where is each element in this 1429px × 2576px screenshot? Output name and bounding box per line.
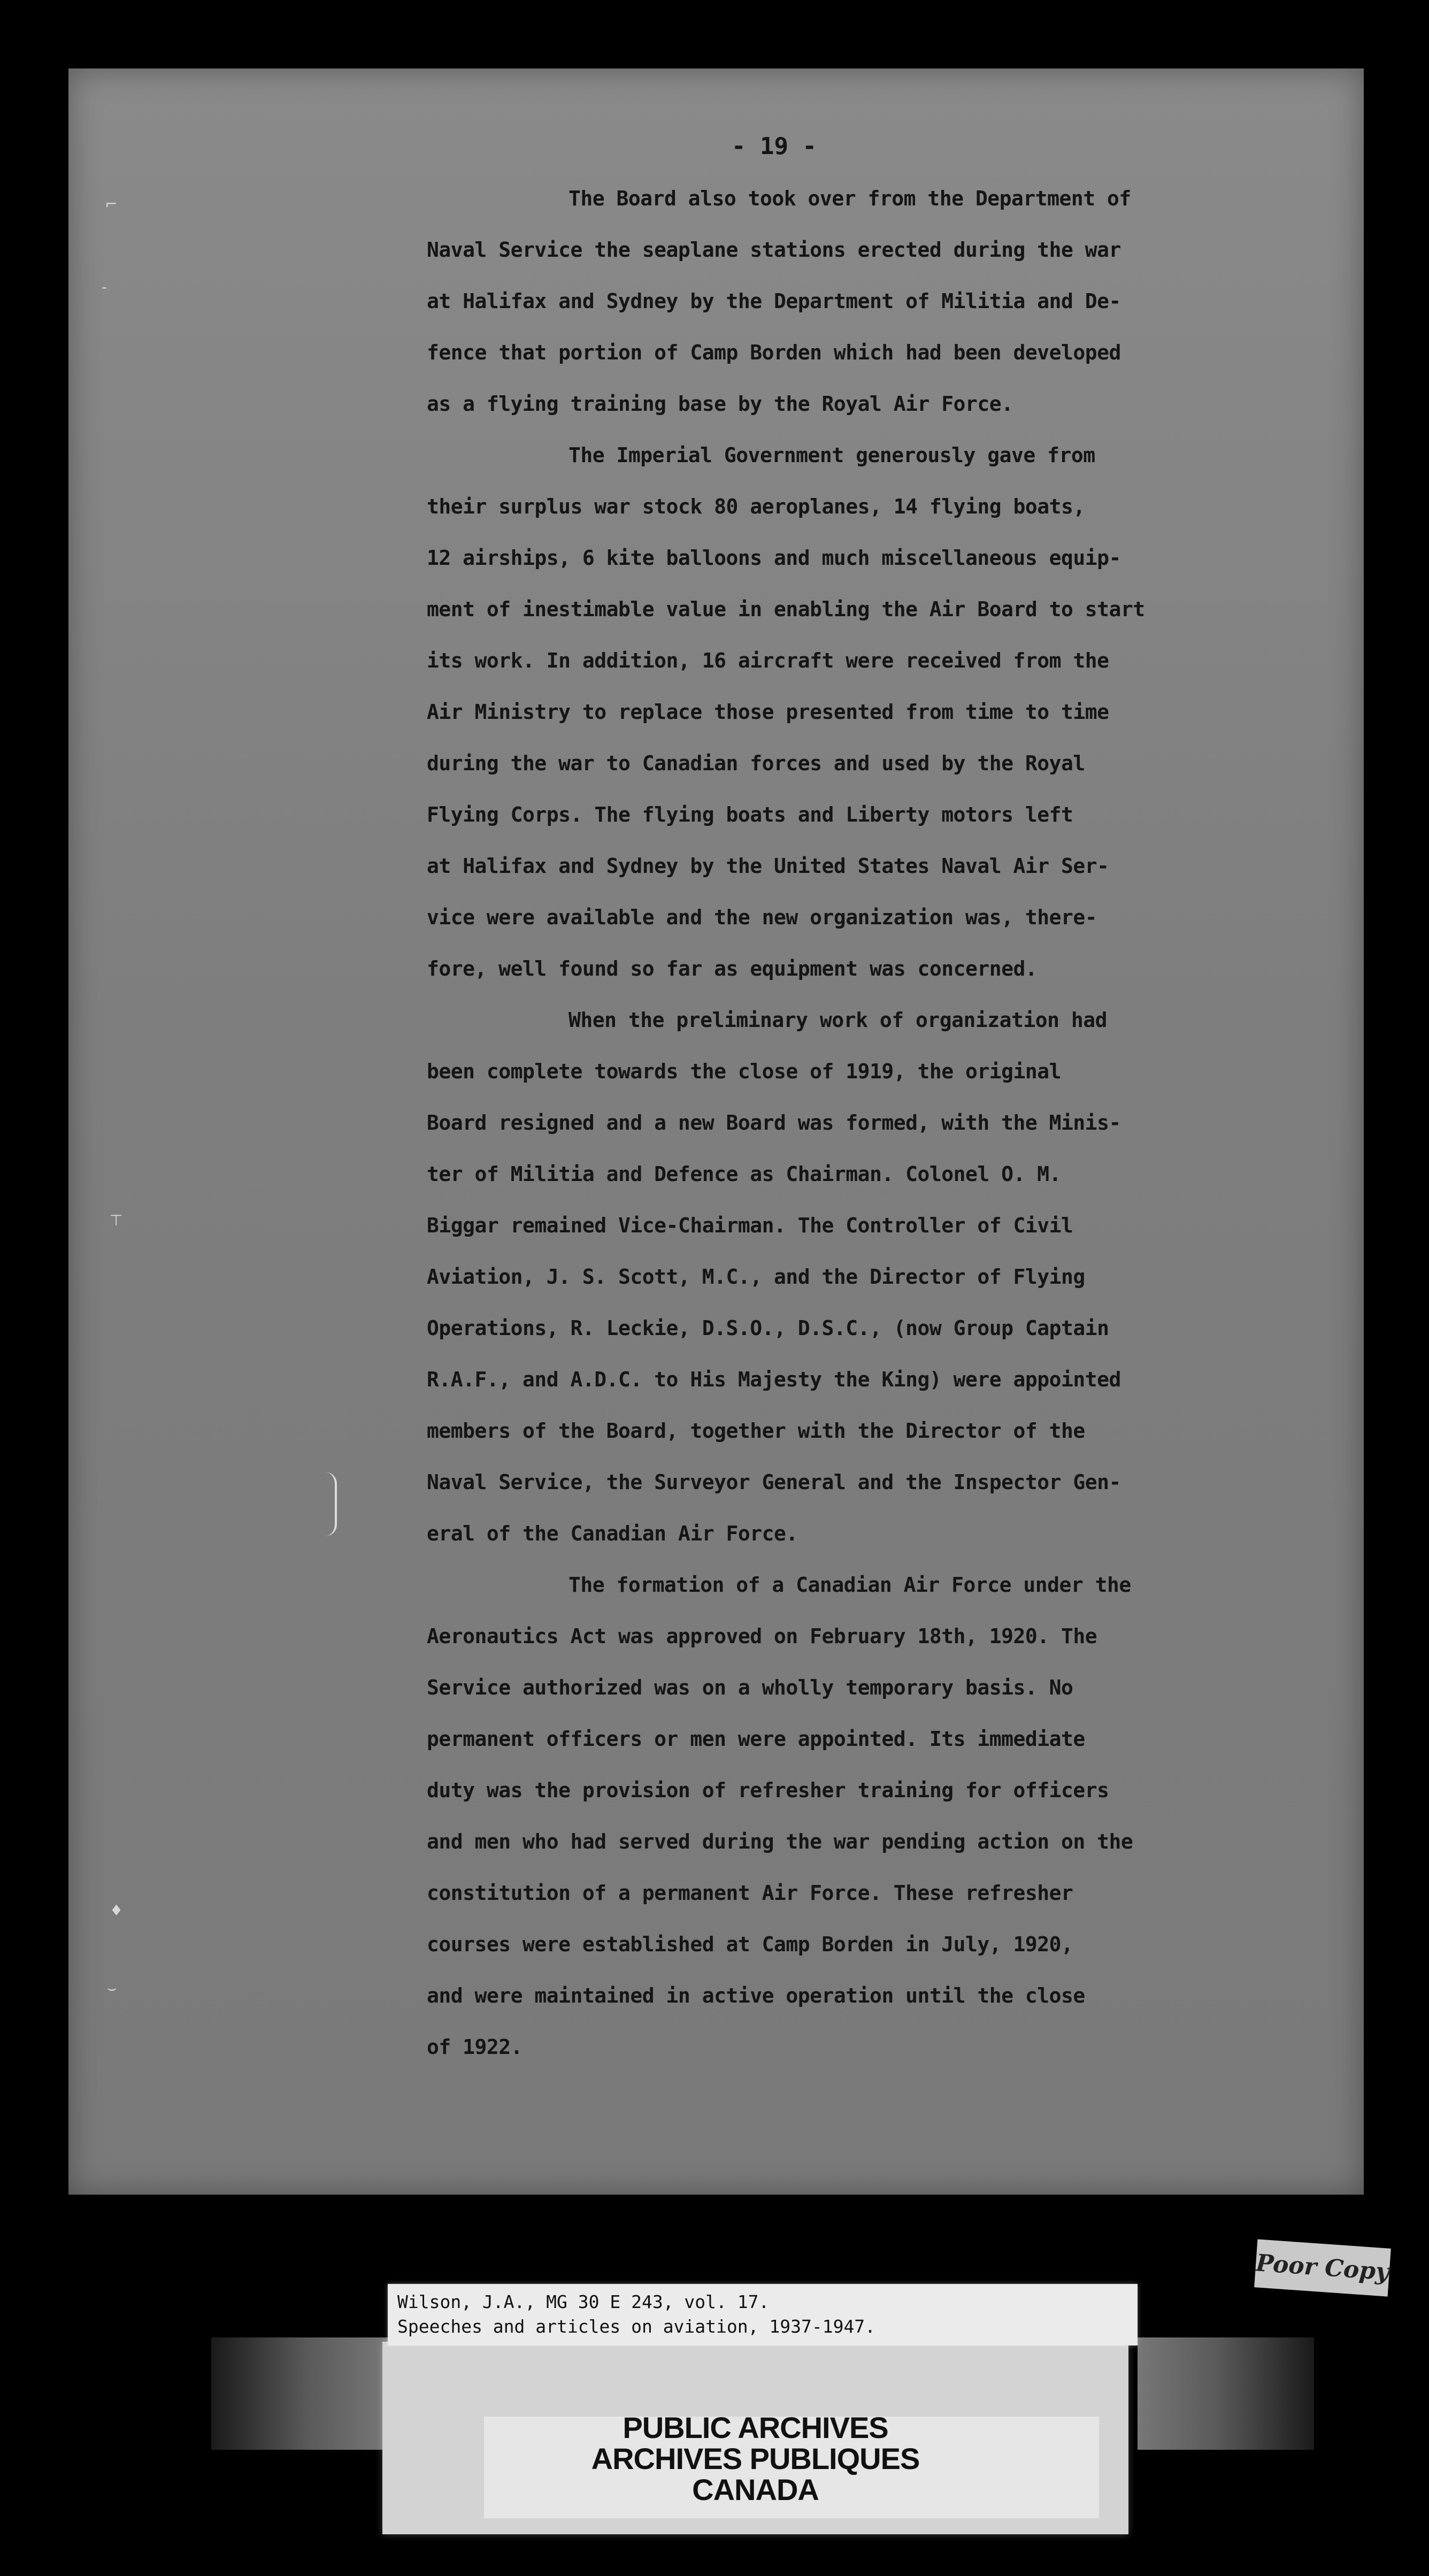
text-line: at Halifax and Sydney by the United States Naval Air Ser- <box>427 854 1109 878</box>
text-line: fence that portion of Camp Borden which had been developed <box>427 341 1121 364</box>
text-line: Naval Service, the Surveyor General and the Inspector Gen- <box>427 1470 1121 1494</box>
text-line: Aviation, J. S. Scott, M.C., and the Director of Flying <box>427 1265 1085 1289</box>
text-line: eral of the Canadian Air Force. <box>427 1522 798 1545</box>
stamp-line-2: ARCHIVES PUBLIQUES <box>591 2442 920 2475</box>
text-line: and were maintained in active operation until the close <box>427 1984 1085 2007</box>
text-line: The formation of a Canadian Air Force under the <box>568 1573 1131 1597</box>
text-line: constitution of a permanent Air Force. These refresher <box>427 1881 1073 1905</box>
margin-mark: ♦ <box>110 1902 124 1919</box>
reference-line-1: Wilson, J.A., MG 30 E 243, vol. 17. <box>397 2291 770 2312</box>
text-line: Biggar remained Vice-Chairman. The Controller of Civil <box>427 1214 1073 1237</box>
text-line: 12 airships, 6 kite balloons and much miscellaneous equip- <box>427 546 1121 570</box>
text-line: ter of Militia and Defence as Chairman. Colonel O. M. <box>427 1162 1062 1186</box>
text-line: their surplus war stock 80 aeroplanes, 14 flying boats, <box>427 495 1085 518</box>
margin-bracket <box>325 1472 337 1536</box>
margin-mark: - <box>102 278 107 296</box>
text-line: Operations, R. Leckie, D.S.O., D.S.C., (now Group Captain <box>427 1316 1109 1340</box>
text-line: Service authorized was on a wholly temporary basis. No <box>427 1676 1073 1699</box>
text-line: and men who had served during the war pending action on the <box>427 1830 1133 1853</box>
text-line: members of the Board, together with the Director of the <box>427 1419 1085 1443</box>
text-line: of 1922. <box>427 2035 523 2059</box>
text-line: as a flying training base by the Royal Air Force. <box>427 392 1013 416</box>
handwritten-note: Poor Copy <box>1254 2239 1391 2296</box>
stamp-line-1: PUBLIC ARCHIVES <box>623 2411 888 2444</box>
text-line: at Halifax and Sydney by the Department of Militia and De- <box>427 289 1121 313</box>
text-line: Aeronautics Act was approved on February 18th, 1920. The <box>427 1624 1097 1648</box>
text-line: R.A.F., and A.D.C. to His Majesty the King) were appointed <box>427 1368 1121 1391</box>
film-tab-left <box>211 2337 388 2450</box>
text-line: during the war to Canadian forces and used by the Royal <box>427 752 1085 775</box>
text-line: Flying Corps. The flying boats and Liberty motors left <box>427 803 1073 826</box>
margin-mark: ⊤ <box>110 1212 123 1229</box>
text-line: The Board also took over from the Department of <box>568 187 1131 210</box>
margin-mark: ⌣ <box>107 1979 117 1997</box>
text-line: Air Ministry to replace those presented from time to time <box>427 700 1109 724</box>
text-line: fore, well found so far as equipment was concerned. <box>427 957 1038 980</box>
text-line: The Imperial Government generously gave from <box>568 443 1095 467</box>
text-line: vice were available and the new organization was, there- <box>427 906 1097 929</box>
text-line: permanent officers or men were appointed. Its immediate <box>427 1727 1085 1751</box>
margin-mark: ⌐ <box>105 195 118 213</box>
page-number: - 19 - <box>732 133 817 160</box>
stamp-line-3: CANADA <box>692 2473 819 2506</box>
archive-reference-label <box>388 2284 1138 2345</box>
text-line: its work. In addition, 16 aircraft were received from the <box>427 649 1109 672</box>
text-line: When the preliminary work of organization had <box>568 1008 1108 1032</box>
typed-text-body <box>427 173 1347 2073</box>
text-line: courses were established at Camp Borden in July, 1920, <box>427 1933 1073 1956</box>
archive-stamp <box>382 2342 1128 2534</box>
text-line: Board resigned and a new Board was formed, with the Minis- <box>427 1111 1121 1134</box>
text-line: been complete towards the close of 1919, the original <box>427 1060 1062 1083</box>
text-line: duty was the provision of refresher training for officers <box>427 1778 1109 1802</box>
text-line: Naval Service the seaplane stations erected during the war <box>427 238 1121 262</box>
text-line: ment of inestimable value in enabling the Air Board to start <box>427 597 1145 621</box>
document-page <box>68 68 1364 2195</box>
film-tab-right <box>1138 2337 1314 2450</box>
reference-line-2: Speeches and articles on aviation, 1937-1947. <box>397 2316 876 2337</box>
